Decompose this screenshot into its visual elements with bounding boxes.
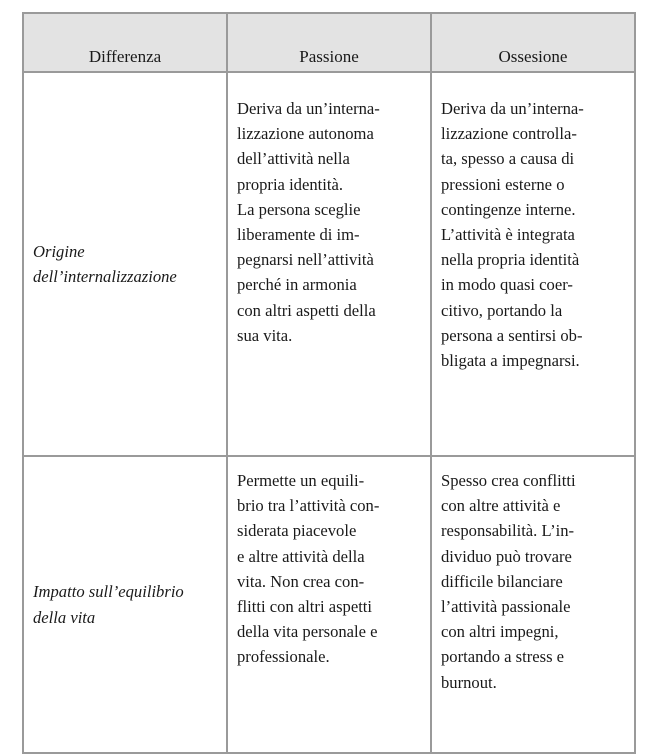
comparison-table [22,12,636,754]
passione-text: Permette un equili- brio tra l’attività con- siderata piacevole e altre attività della vita. Non crea con- flitti con altri aspetti della vita personale e professionale. [237,471,380,667]
header-ossesione: Ossesione [431,13,635,72]
header-row [23,13,635,72]
passione-cell [227,456,431,753]
ossesione-cell [431,456,635,753]
table-header [23,13,635,72]
row-label [23,456,227,753]
table-row [23,456,635,753]
table-row [23,72,635,456]
row-label-text: Origine dell’internalizzazione [33,241,177,286]
header-differenza: Differenza [23,13,227,72]
ossesione-text: Deriva da un’interna- lizzazione controlla- ta, spesso a causa di pressioni esterne o contingenze interne. L’attività è integrata nella propria identità in modo quasi coer- citivo, portando la persona a sentirsi ob- bligata a impegnarsi. [441,99,584,371]
ossesione-cell [431,72,635,456]
row-label-text: Impatto sull’equilibrio della vita [33,582,184,627]
passione-text: Deriva da un’interna- lizzazione autonoma dell’attività nella propria identità. La persona sceglie liberamente di im- pegnarsi nell’attività perché in armonia con altri aspetti della sua vita. [237,99,380,345]
passione-cell [227,72,431,456]
row-label [23,72,227,456]
ossesione-text: Spesso crea conflitti con altre attività e responsabilità. L’in- dividuo può trovare difficile bilanciare l’attività passionale con altri impegni, portando a stress e burnout. [441,471,576,692]
header-passione: Passione [227,13,431,72]
